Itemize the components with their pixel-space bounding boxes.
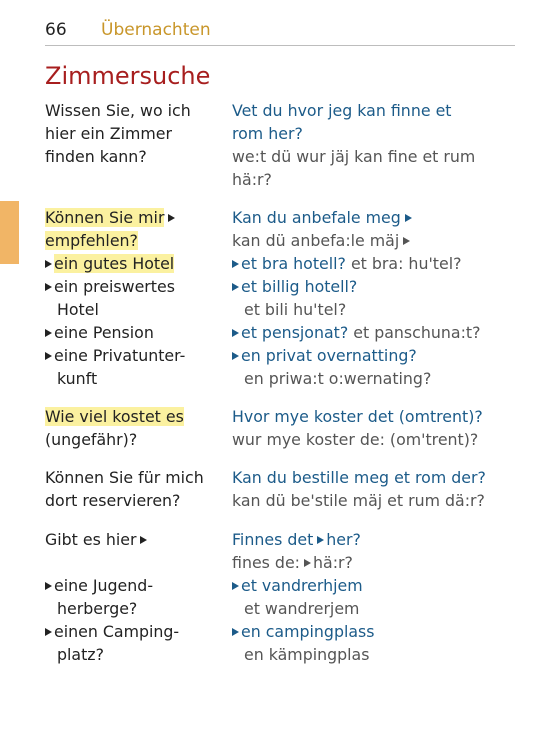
arrow-icon (304, 559, 311, 567)
arrow-icon (317, 536, 324, 544)
arrow-icon (232, 329, 239, 337)
german-line: Können Sie für mich (45, 468, 204, 487)
chapter-tab-marker (0, 201, 19, 264)
highlighted-text: Können Sie mir (45, 208, 165, 227)
translation-text: her? (326, 530, 361, 549)
pronunciation-line: et wandrerjem (244, 599, 360, 618)
norwegian-phrase (232, 405, 532, 451)
arrow-icon (232, 283, 239, 291)
page-number: 66 (45, 20, 67, 40)
german-line: (ungefähr)? (45, 430, 138, 449)
arrow-icon (168, 214, 175, 222)
german-line: platz? (57, 645, 104, 664)
pronunciation-text: kan dü anbefa:le mäj (232, 231, 400, 250)
german-line: hier ein Zimmer (45, 124, 172, 143)
german-line: ein preiswertes (54, 277, 175, 296)
pronunciation-text: et panschuna:t? (353, 323, 481, 342)
arrow-icon (140, 536, 147, 544)
page-header (45, 18, 515, 44)
arrow-icon (45, 283, 52, 291)
german-line: herberge? (57, 599, 138, 618)
pronunciation-text: hä:r? (313, 553, 353, 572)
german-line: Hotel (57, 300, 99, 319)
norwegian-phrase (232, 466, 532, 512)
german-line: dort reservieren? (45, 491, 181, 510)
arrow-icon (232, 628, 239, 636)
pronunciation-text: et bra: hu'tel? (350, 254, 462, 273)
translation-text: Finnes det (232, 530, 314, 549)
pronunciation-line: kan dü be'stile mäj et rum dä:r? (232, 491, 485, 510)
translation-text: Kan du anbefale meg (232, 208, 401, 227)
translation-line: rom her? (232, 124, 303, 143)
german-line: finden kann? (45, 147, 147, 166)
section-title: Übernachten (101, 20, 211, 40)
translation-text: en campingplass (241, 622, 375, 641)
arrow-icon (232, 582, 239, 590)
german-phrase (45, 206, 220, 390)
arrow-icon (45, 260, 52, 268)
pronunciation-line: en kämpingplas (244, 645, 370, 664)
translation-line: Vet du hvor jeg kan finne et (232, 101, 452, 120)
pronunciation-line: wur mye koster de: (om'trent)? (232, 430, 479, 449)
german-phrase (45, 466, 220, 512)
german-line: Gibt es hier (45, 530, 137, 549)
header-rule (45, 45, 515, 46)
translation-text: et vandrerhjem (241, 576, 363, 595)
pronunciation-line: we:t dü wur jäj kan fine et rum (232, 147, 476, 166)
arrow-icon (405, 214, 412, 222)
norwegian-phrase (232, 206, 532, 390)
arrow-icon (232, 260, 239, 268)
arrow-icon (45, 582, 52, 590)
pronunciation-line: en priwa:t o:wernating? (244, 369, 432, 388)
arrow-icon (403, 237, 410, 245)
arrow-icon (45, 352, 52, 360)
translation-text: et pensjonat? (241, 323, 349, 342)
german-line: Wissen Sie, wo ich (45, 101, 191, 120)
arrow-icon (45, 329, 52, 337)
translation-text: et billig hotell? (241, 277, 358, 296)
german-line: eine Privatunter- (54, 346, 186, 365)
german-line: kunft (57, 369, 98, 388)
pronunciation-text: fines de: (232, 553, 301, 572)
arrow-icon (232, 352, 239, 360)
norwegian-phrase (232, 528, 532, 666)
translation-line: Hvor mye koster det (omtrent)? (232, 407, 483, 426)
translation-text: et bra hotell? (241, 254, 346, 273)
german-phrase (45, 528, 220, 666)
pronunciation-line: et bili hu'tel? (244, 300, 347, 319)
german-phrase (45, 405, 220, 451)
norwegian-phrase (232, 99, 532, 191)
translation-text: en privat overnatting? (241, 346, 417, 365)
page-title: Zimmersuche (45, 62, 211, 90)
highlighted-text: ein gutes Hotel (54, 254, 175, 273)
translation-line: Kan du bestille meg et rom der? (232, 468, 486, 487)
highlighted-text: empfehlen? (45, 231, 138, 250)
german-phrase (45, 99, 220, 168)
german-line: eine Pension (54, 323, 154, 342)
german-line: eine Jugend- (54, 576, 154, 595)
german-line: einen Camping- (54, 622, 180, 641)
pronunciation-line: hä:r? (232, 170, 272, 189)
arrow-icon (45, 628, 52, 636)
highlighted-text: Wie viel kostet es (45, 407, 184, 426)
